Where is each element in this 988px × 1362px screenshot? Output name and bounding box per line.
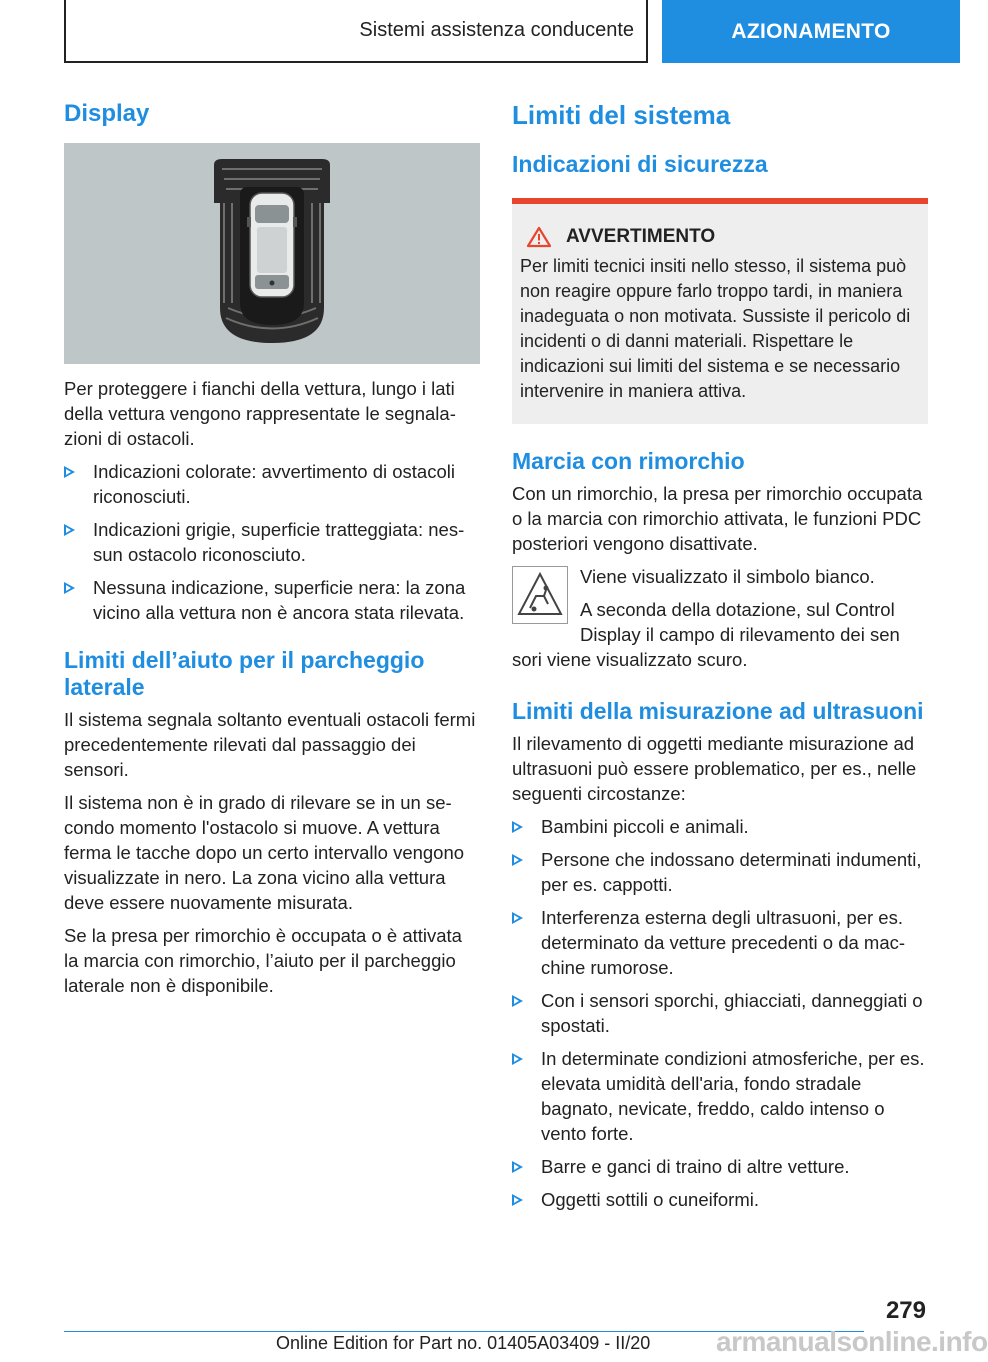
list-item: Indicazioni grigie, superficie tratteggiata: nessun ostacolo riconosciuto. [64, 517, 480, 567]
parking-display-image [64, 143, 480, 364]
bullet-triangle-icon [512, 821, 523, 833]
warning-triangle-icon [526, 226, 552, 248]
bullet-triangle-icon [512, 995, 523, 1007]
ultrasound-bullet-list [512, 814, 928, 1212]
list-item: Oggetti sottili o cuneiformi. [512, 1187, 928, 1212]
symbol-text-3: sori viene visualizzato scuro. [512, 649, 748, 670]
bullet-triangle-icon [64, 582, 75, 594]
page-number: 279 [885, 1297, 926, 1324]
bullet-triangle-icon [512, 1053, 523, 1065]
header-section-title [64, 0, 648, 63]
bullet-triangle-icon [64, 466, 75, 478]
bullet-triangle-icon [512, 1194, 523, 1206]
display-intro-text: Per proteggere i fianchi della vettura, lungo i lati della vettura vengono rappresentate le segnalazioni di ostacoli. [64, 378, 456, 449]
side-view-assist-illustration [64, 143, 480, 364]
trailer-symbol-row [512, 564, 928, 647]
list-item: Persone che indossano determinati indumenti, per es. cappotti. [512, 847, 928, 897]
ultrasound-intro: Il rilevamento di oggetti mediante misurazione ad ultrasuoni può essere problematico, per es., nelle seguenti circostanze: [512, 733, 917, 804]
list-item: Indicazioni colorate: avvertimento di ostacoli riconosciuti. [64, 459, 480, 509]
list-item: Con i sensori sporchi, ghiacciati, danneggiati o spostati. [512, 988, 928, 1038]
header-chapter-label: AZIONAMENTO [731, 19, 891, 43]
header-section-label: Sistemi assistenza conducente [359, 19, 634, 41]
list-item: In determinate condizioni atmosferiche, per es. elevata umidità dell'aria, fondo stradale bagnato, nevicate, freddo, caldo intenso o vento forte. [512, 1046, 928, 1146]
watermark: armanualsonline.info [716, 1326, 988, 1357]
bullet-triangle-icon [512, 854, 523, 866]
list-item: Bambini piccoli e animali. [512, 814, 928, 839]
trailer-heading: Marcia con rimorchio [512, 448, 745, 474]
footer-edition: Online Edition for Part no. 01405A03409 - II/20 [276, 1333, 651, 1353]
trailer-symbol-texts [580, 564, 928, 647]
limits-paragraph-2: Il sistema non è in grado di rilevare se in un secondo momento l'ostacolo si muove. A vettura ferma le tacche dopo un certo intervallo vengono visualizzate in nero. La zona vicino alla vettura deve essere nuovamente misurata. [64, 792, 465, 913]
warning-box [512, 198, 928, 424]
system-limits-heading: Limiti del sistema [512, 100, 731, 130]
bullet-triangle-icon [512, 912, 523, 924]
bullet-triangle-icon [64, 524, 75, 536]
ultrasound-heading: Limiti della misurazione ad ultrasuoni [512, 698, 924, 724]
list-item: Nessuna indicazione, superficie nera: la zona vicino alla vettura non è ancora stata rilevata. [64, 575, 480, 625]
limits-paragraph-1: Il sistema segnala soltanto eventuali ostacoli fermi precedentemente rilevati dal passaggio dei sensori. [64, 709, 476, 780]
warning-text: Per limiti tecnici insiti nello stesso, il sistema può non reagire oppure farlo troppo tardi, in maniera inadeguata o non motivata. Sussiste il pericolo di incidenti o di danni materiali. Rispettare le indicazioni sui limiti del sistema e se necessario intervenire in maniera attiva. [520, 256, 911, 401]
header-chapter-tab [662, 0, 960, 63]
warning-header [520, 226, 920, 248]
trailer-text: Con un rimorchio, la presa per rimorchio occupata o la marcia con rimorchio attivata, le funzioni PDC posteriori vengono disattivate. [512, 483, 923, 554]
symbol-text-2: A seconda della dotazione, sul Control Display il campo di rilevamento dei sen [580, 599, 900, 645]
bullet-triangle-icon [512, 1161, 523, 1173]
safety-heading: Indicazioni di sicurezza [512, 151, 768, 177]
left-column [64, 100, 480, 1006]
limits-paragraph-3: Se la presa per rimorchio è occupata o è attivata la marcia con rimorchio, l’aiuto per il parcheggio laterale non è disponibile. [64, 925, 462, 996]
list-item: Interferenza esterna degli ultrasuoni, per es. determinato da vetture precedenti o da macchine rumorose. [512, 905, 928, 980]
trailer-symbol-icon [512, 566, 568, 624]
limits-heading: Limiti dell’aiuto per il parcheggio laterale [64, 647, 425, 700]
warning-title: AVVERTIMENTO [566, 226, 716, 247]
list-item: Barre e ganci di traino di altre vetture. [512, 1154, 928, 1179]
right-column [512, 100, 928, 1220]
symbol-text-1: Viene visualizzato il simbolo bianco. [580, 566, 875, 587]
display-heading: Display [64, 100, 150, 127]
display-bullet-list [64, 459, 480, 625]
